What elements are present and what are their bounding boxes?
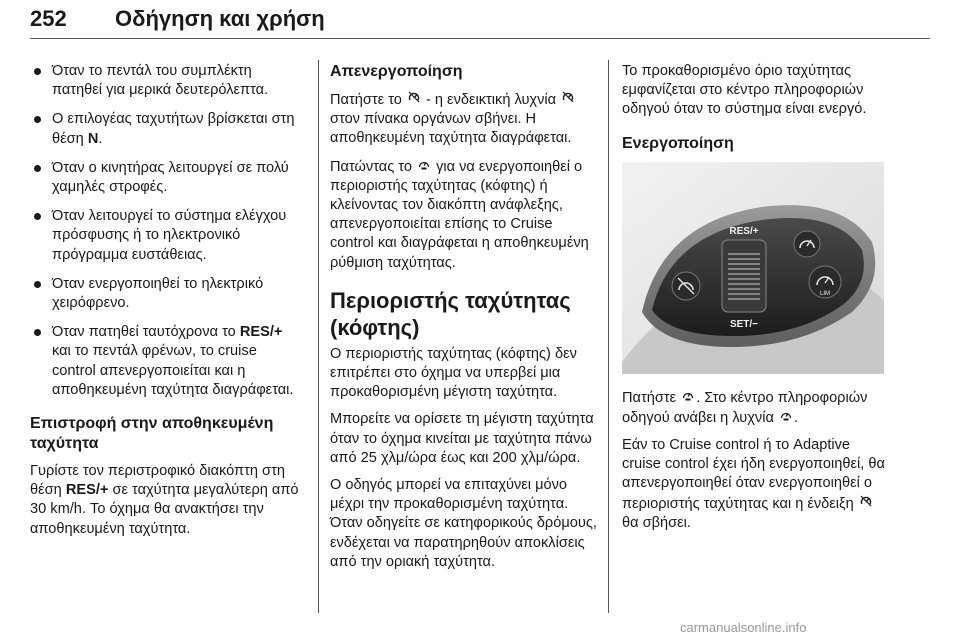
paragraph-text: . Στο κέντρο πληροφοριών οδηγού ανάβει η λυχνία [622,389,868,426]
list-item [30,159,304,197]
res-plus-label: RES/+ [239,324,283,341]
paragraph-text: . [793,409,799,426]
header-rule [30,38,930,39]
section-heading-activation: Ενεργοποίηση [622,134,734,152]
list-item-text: Ο επιλογέας ταχυτήτων βρίσκεται στη θέση [52,111,295,147]
column-divider-1 [318,60,319,613]
speed-limiter-icon [418,157,430,176]
list-item-text: Όταν ενεργοποιηθεί το ηλεκτρικό χειρόφρενο. [52,275,264,312]
res-plus-label: RES/+ [65,482,109,499]
paragraph-text: σε ταχύτητα μεγαλύτερη από 30 km/h. Το όχημα θα ανακτήσει την αποθηκευμένη ταχύτητα. [30,482,299,537]
list-item [30,207,304,265]
column-divider-2 [608,60,609,613]
paragraph-text: θα σβήσει. [622,514,691,531]
column-2 [330,62,598,580]
paragraph: Μπορείτε να ορίσετε τη μέγιστη ταχύτητα όταν το όχημα κινείται με ταχύτητα πάνω από 25 χλμ/ώρα έως και 200 χλμ/ώρα. [330,411,594,466]
column-1 [30,62,304,547]
list-item-text: Όταν το πεντάλ του συμπλέκτη πατηθεί για μερικά δευτερόλεπτα. [52,63,269,99]
steering-wheel-controls-photo [622,162,884,374]
gear-position-n: N [87,130,99,147]
paragraph-text: Πατήστε [622,389,681,406]
cruise-off-icon [408,90,420,109]
condition-list [30,62,304,400]
list-item [30,275,304,313]
paragraph: Το προκαθορισμένο όριο ταχύτητας εμφανίζεται στο κέντρο πληροφοριών οδηγού όταν το σύστημα είναι ενεργό. [622,63,867,118]
list-item-text: Όταν πατηθεί ταυτόχρονα το [52,324,240,341]
page-header [0,0,960,46]
paragraph-text: Εάν το Cruise control ή το Adaptive cruise control έχει ήδη ενεργοποιηθεί, θα απενεργοποιηθεί όταν ενεργοποιηθεί ο περιοριστής ταχύτητας και η ένδειξη [622,437,885,512]
paragraph [622,436,892,533]
paragraph [622,388,892,428]
paragraph-text: Γυρίστε τον περιστροφικό διακόπτη στη θέση [30,463,285,499]
page-number: 252 [30,6,67,31]
cruise-off-icon [562,90,574,109]
list-item-text: Όταν λειτουργεί το σύστημα ελέγχου πρόσφυσης ή το ηλεκτρονικό πρόγραμμα ευστάθειας. [52,208,287,263]
list-item-text: και το πεντάλ φρένων, το cruise control απενεργοποιείται και η αποθηκευμένη ταχύτητα διαγράφεται. [52,343,294,398]
paragraph [330,90,598,149]
list-item [30,62,304,100]
paragraph-text: για να ενεργοποιηθεί ο περιοριστής ταχύτητας (κόφτης) ή κλείνοντας τον διακόπτη ανάφλεξης, απενεργοποιείται επίσης το Cruise control και διαγράφεται η αποθηκευμένη ρύθμιση ταχύτητας. [330,158,589,271]
list-item [30,323,304,400]
paragraph: Ο οδηγός μπορεί να επιταχύνει μόνο μέχρι την προκαθορισμένη ταχύτητα. Όταν οδηγείτε σε κατηφορικούς δρόμους, ενδέχεται να παρατηρηθούν αποκλίσεις από την οριακή ταχύτητα. [330,477,597,570]
page-title: Οδήγηση και χρήση [115,6,325,31]
speed-limiter-icon [780,408,792,427]
paragraph-text: Πατώντας το [330,158,417,175]
res-plus-photo-label: RES/+ [729,225,759,237]
paragraph [330,157,598,273]
watermark: carmanualsonline.info [680,620,807,635]
paragraph [30,462,304,539]
list-item [30,110,304,148]
speed-limiter-icon [682,388,694,407]
paragraph-text: στον πίνακα οργάνων σβήνει. Η αποθηκευμένη ταχύτητα διαγράφεται. [330,111,572,147]
section-heading-speed-limiter: Περιοριστής ταχύτητας (κόφτης) [330,287,571,340]
column-3 [622,62,892,541]
section-heading-resume: Επιστροφή στην αποθηκευμένη ταχύτητα [30,415,274,453]
cruise-off-icon [860,494,872,513]
list-item-text: Όταν ο κινητήρας λειτουργεί σε πολύ χαμηλές στροφές. [52,159,289,196]
paragraph-text: Πατήστε το [330,92,406,108]
paragraph-text: - η ενδεικτική λυχνία [421,92,561,108]
lim-photo-label: LIM [819,290,831,297]
section-heading-deactivation: Απενεργοποίηση [330,63,463,80]
paragraph: Ο περιοριστής ταχύτητας (κόφτης) δεν επιτρέπει στο όχημα να υπερβεί μια προκαθορισμένη μέγιστη ταχύτητα. [330,345,577,401]
list-item-text: . [98,130,103,147]
set-minus-photo-label: SET/− [729,318,759,330]
